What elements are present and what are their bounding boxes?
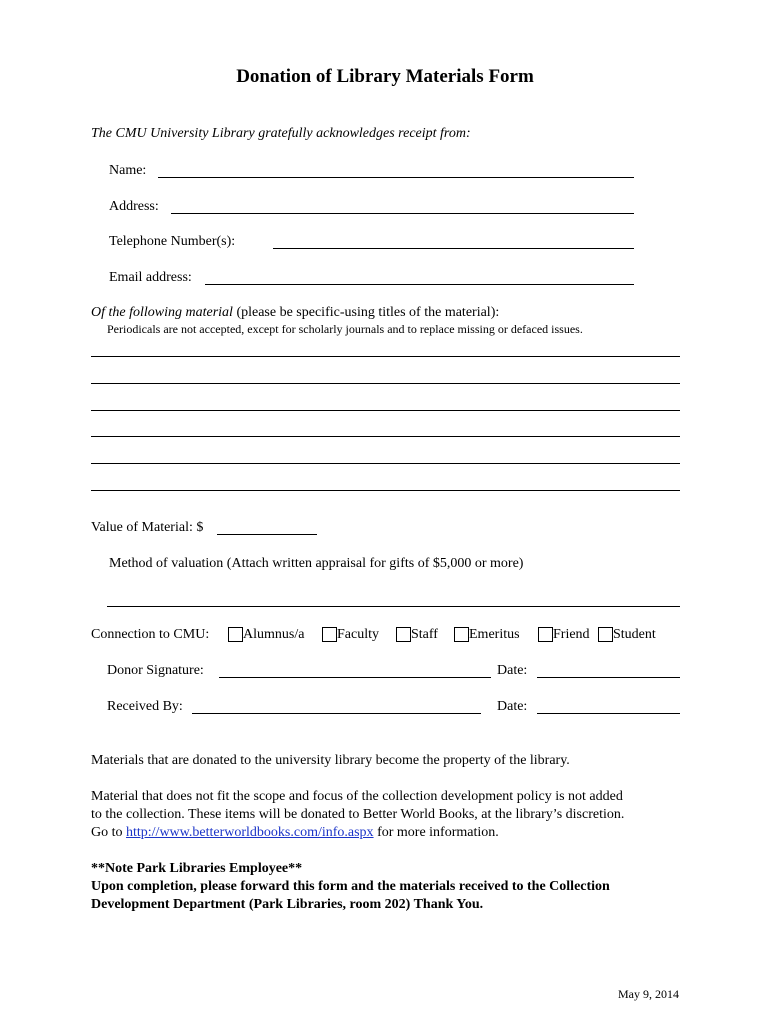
material-line-3[interactable] [91,410,680,411]
material-heading-rest: (please be specific-using titles of the material): [232,305,500,320]
material-heading [91,305,499,321]
scope-line-2: to the collection. These items will be donated to Better World Books, at the library’s discretion. [91,807,625,822]
betterworldbooks-link[interactable]: http://www.betterworldbooks.com/info.aspx [126,825,374,840]
employee-note-line-1: Upon completion, please forward this form and the materials received to the Collection [91,879,610,894]
friend-checkbox[interactable] [538,627,553,642]
received-by-label: Received By: [107,699,183,714]
goto-suffix: for more information. [373,825,499,840]
value-label: Value of Material: $ [91,520,204,535]
address-field[interactable] [171,213,634,214]
name-label: Name: [109,163,147,178]
periodicals-note: Periodicals are not accepted, except for scholarly journals and to replace missing or defaced issues. [107,322,583,336]
material-heading-italic: Of the following material [91,305,233,320]
goto-prefix: Go to [91,825,126,840]
donor-date-field[interactable] [537,677,680,678]
employee-note-heading: **Note Park Libraries Employee** [91,861,303,876]
donor-signature-field[interactable] [219,677,491,678]
emeritus-label: Emeritus [469,627,520,642]
employee-note-line-2: Development Department (Park Libraries, room 202) Thank You. [91,897,484,912]
alumnus-checkbox[interactable] [228,627,243,642]
intro-text: The CMU University Library gratefully acknowledges receipt from: [91,126,471,141]
donor-signature-label: Donor Signature: [107,663,204,678]
property-paragraph: Materials that are donated to the university library become the property of the library. [91,753,570,768]
received-date-field[interactable] [537,713,680,714]
email-field[interactable] [205,284,634,285]
address-label: Address: [109,199,159,214]
telephone-field[interactable] [273,248,634,249]
scope-line-1: Material that does not fit the scope and focus of the collection development policy is not added [91,789,623,804]
student-checkbox[interactable] [598,627,613,642]
telephone-label: Telephone Number(s): [109,234,236,249]
faculty-label: Faculty [337,627,379,642]
donor-date-label: Date: [497,663,528,678]
valuation-method-label: Method of valuation (Attach written appraisal for gifts of $5,000 or more) [109,556,524,571]
received-by-field[interactable] [192,713,481,714]
page-title: Donation of Library Materials Form [236,66,534,87]
student-label: Student [613,627,656,642]
name-field[interactable] [158,177,634,178]
connection-label: Connection to CMU: [91,627,210,642]
emeritus-checkbox[interactable] [454,627,469,642]
value-field[interactable] [217,534,317,535]
goto-line [91,824,499,842]
material-line-1[interactable] [91,356,680,357]
alumnus-label: Alumnus/a [243,627,305,642]
received-date-label: Date: [497,699,528,714]
staff-label: Staff [411,627,438,642]
valuation-method-field[interactable] [107,606,680,607]
friend-label: Friend [553,627,590,642]
email-label: Email address: [109,270,192,285]
material-line-4[interactable] [91,436,680,437]
material-line-6[interactable] [91,490,680,491]
material-line-5[interactable] [91,463,680,464]
faculty-checkbox[interactable] [322,627,337,642]
footer-date: May 9, 2014 [618,987,679,1001]
staff-checkbox[interactable] [396,627,411,642]
material-line-2[interactable] [91,383,680,384]
